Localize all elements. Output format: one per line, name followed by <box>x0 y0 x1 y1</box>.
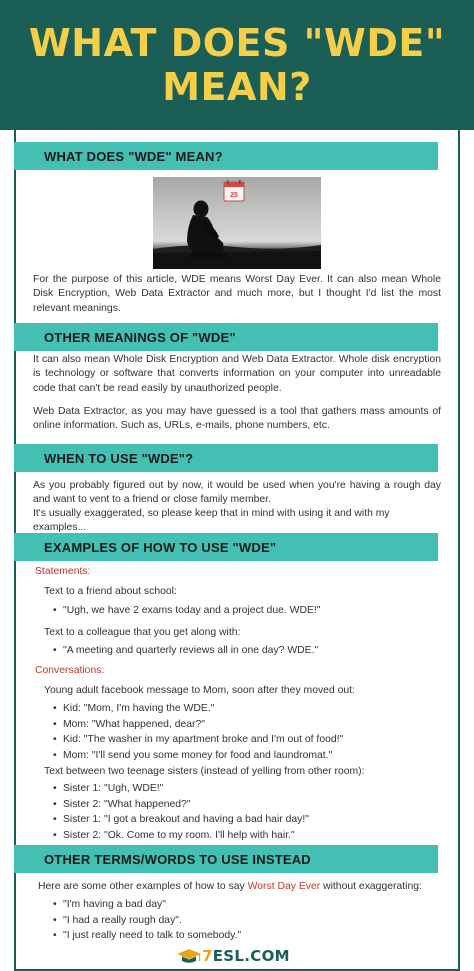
conversation-2-intro: Text between two teenage sisters (instead of yelling from other room): <box>44 766 365 777</box>
when-to-use-paragraph-2: It's usually exaggerated, so please keep that in mind with using it and with my examples... <box>33 508 390 534</box>
section-heading-when-to-use <box>30 444 438 472</box>
section-title: EXAMPLES OF HOW TO USE "WDE" <box>44 539 277 555</box>
sad-person-image <box>153 177 321 269</box>
list-item: • "A meeting and quarterly reviews all in one day? WDE." <box>53 643 318 659</box>
section-title: WHAT DOES "WDE" MEAN? <box>44 148 223 164</box>
conversation-2-list <box>53 781 309 843</box>
other-terms-list <box>53 897 241 944</box>
statement-1-intro: Text to a friend about school: <box>44 586 177 597</box>
list-item: • Kid: "The washer in my apartment broke and I'm out of food!" <box>53 732 343 748</box>
list-item: • Sister 1: "Ugh, WDE!" <box>53 781 309 797</box>
silhouette-illustration <box>153 177 321 269</box>
intro-paragraph: For the purpose of this article, WDE means Worst Day Ever. It can also mean Whole Disk Encryption, Web Data Extractor and much more, but I thought I'd list the most relevant meanings. <box>33 274 441 314</box>
list-item: • Sister 2: "Ok. Come to my room. I'll help with hair." <box>53 828 309 844</box>
svg-text:25: 25 <box>230 192 238 199</box>
list-item: • Sister 1: "I got a breakout and having a bad hair day!" <box>53 812 309 828</box>
page-header <box>0 0 474 130</box>
list-item: • Mom: "I'll send you some money for food and laundromat." <box>53 748 343 764</box>
graduation-cap-icon <box>176 947 202 965</box>
conversation-1-intro: Young adult facebook message to Mom, soon after they moved out: <box>44 685 355 696</box>
list-item: • Mom: "What happened, dear?" <box>53 717 343 733</box>
section-title: WHEN TO USE "WDE"? <box>44 450 194 466</box>
page-title-line-1: WHAT DOES "WDE" <box>28 21 446 65</box>
list-item: • "I'm having a bad day" <box>53 897 241 913</box>
list-item: • "Ugh, we have 2 exams today and a project due. WDE!" <box>53 603 320 619</box>
brand-name <box>202 947 290 965</box>
section-heading-examples <box>30 533 438 561</box>
other-terms-intro-end: without exaggerating: <box>320 881 422 892</box>
page-title-line-2: MEAN? <box>162 65 312 109</box>
section-title: OTHER TERMS/WORDS TO USE INSTEAD <box>44 851 311 867</box>
brand-rest: ESL.COM <box>212 947 290 965</box>
other-terms-intro-start: Here are some other examples of how to say <box>38 881 248 892</box>
other-terms-intro <box>38 880 422 894</box>
site-logo[interactable] <box>176 947 290 965</box>
section-heading-other-meanings <box>30 323 438 351</box>
statements-label: Statements: <box>35 566 91 577</box>
list-item: • "I had a really rough day". <box>53 913 241 929</box>
section-title: OTHER MEANINGS OF "WDE" <box>44 329 236 345</box>
statement-1-list <box>53 603 320 619</box>
list-item: • "I just really need to talk to somebody." <box>53 928 241 944</box>
list-item: • Sister 2: "What happened?" <box>53 797 309 813</box>
conversation-1-list <box>53 701 343 763</box>
other-meanings-paragraph-1: It can also mean Whole Disk Encryption and Web Data Extractor. Whole disk encryption is technology or software that converts information on your computer into unreadable code that can't be read easily by unauthorized people. <box>33 354 441 394</box>
brand-seven: 7 <box>202 947 213 965</box>
other-terms-highlight: Worst Day Ever <box>247 881 321 892</box>
section-heading-what-does <box>30 142 438 170</box>
statement-2-list <box>53 643 318 659</box>
conversations-label: Conversations: <box>35 665 105 676</box>
section-heading-other-terms <box>30 845 438 873</box>
when-to-use-paragraph-1: As you probably figured out by now, it would be used when you're having a rough day and want to vent to a friend or close family member. <box>33 480 441 506</box>
list-item: • Kid: "Mom, I'm having the WDE." <box>53 701 343 717</box>
statement-2-intro: Text to a colleague that you get along with: <box>44 627 241 638</box>
other-meanings-paragraph-2: Web Data Extractor, as you may have guessed is a tool that gathers mass amounts of online information. Such as, URLs, e-mails, phone numbers, etc. <box>33 406 441 432</box>
calendar-icon <box>224 180 244 201</box>
